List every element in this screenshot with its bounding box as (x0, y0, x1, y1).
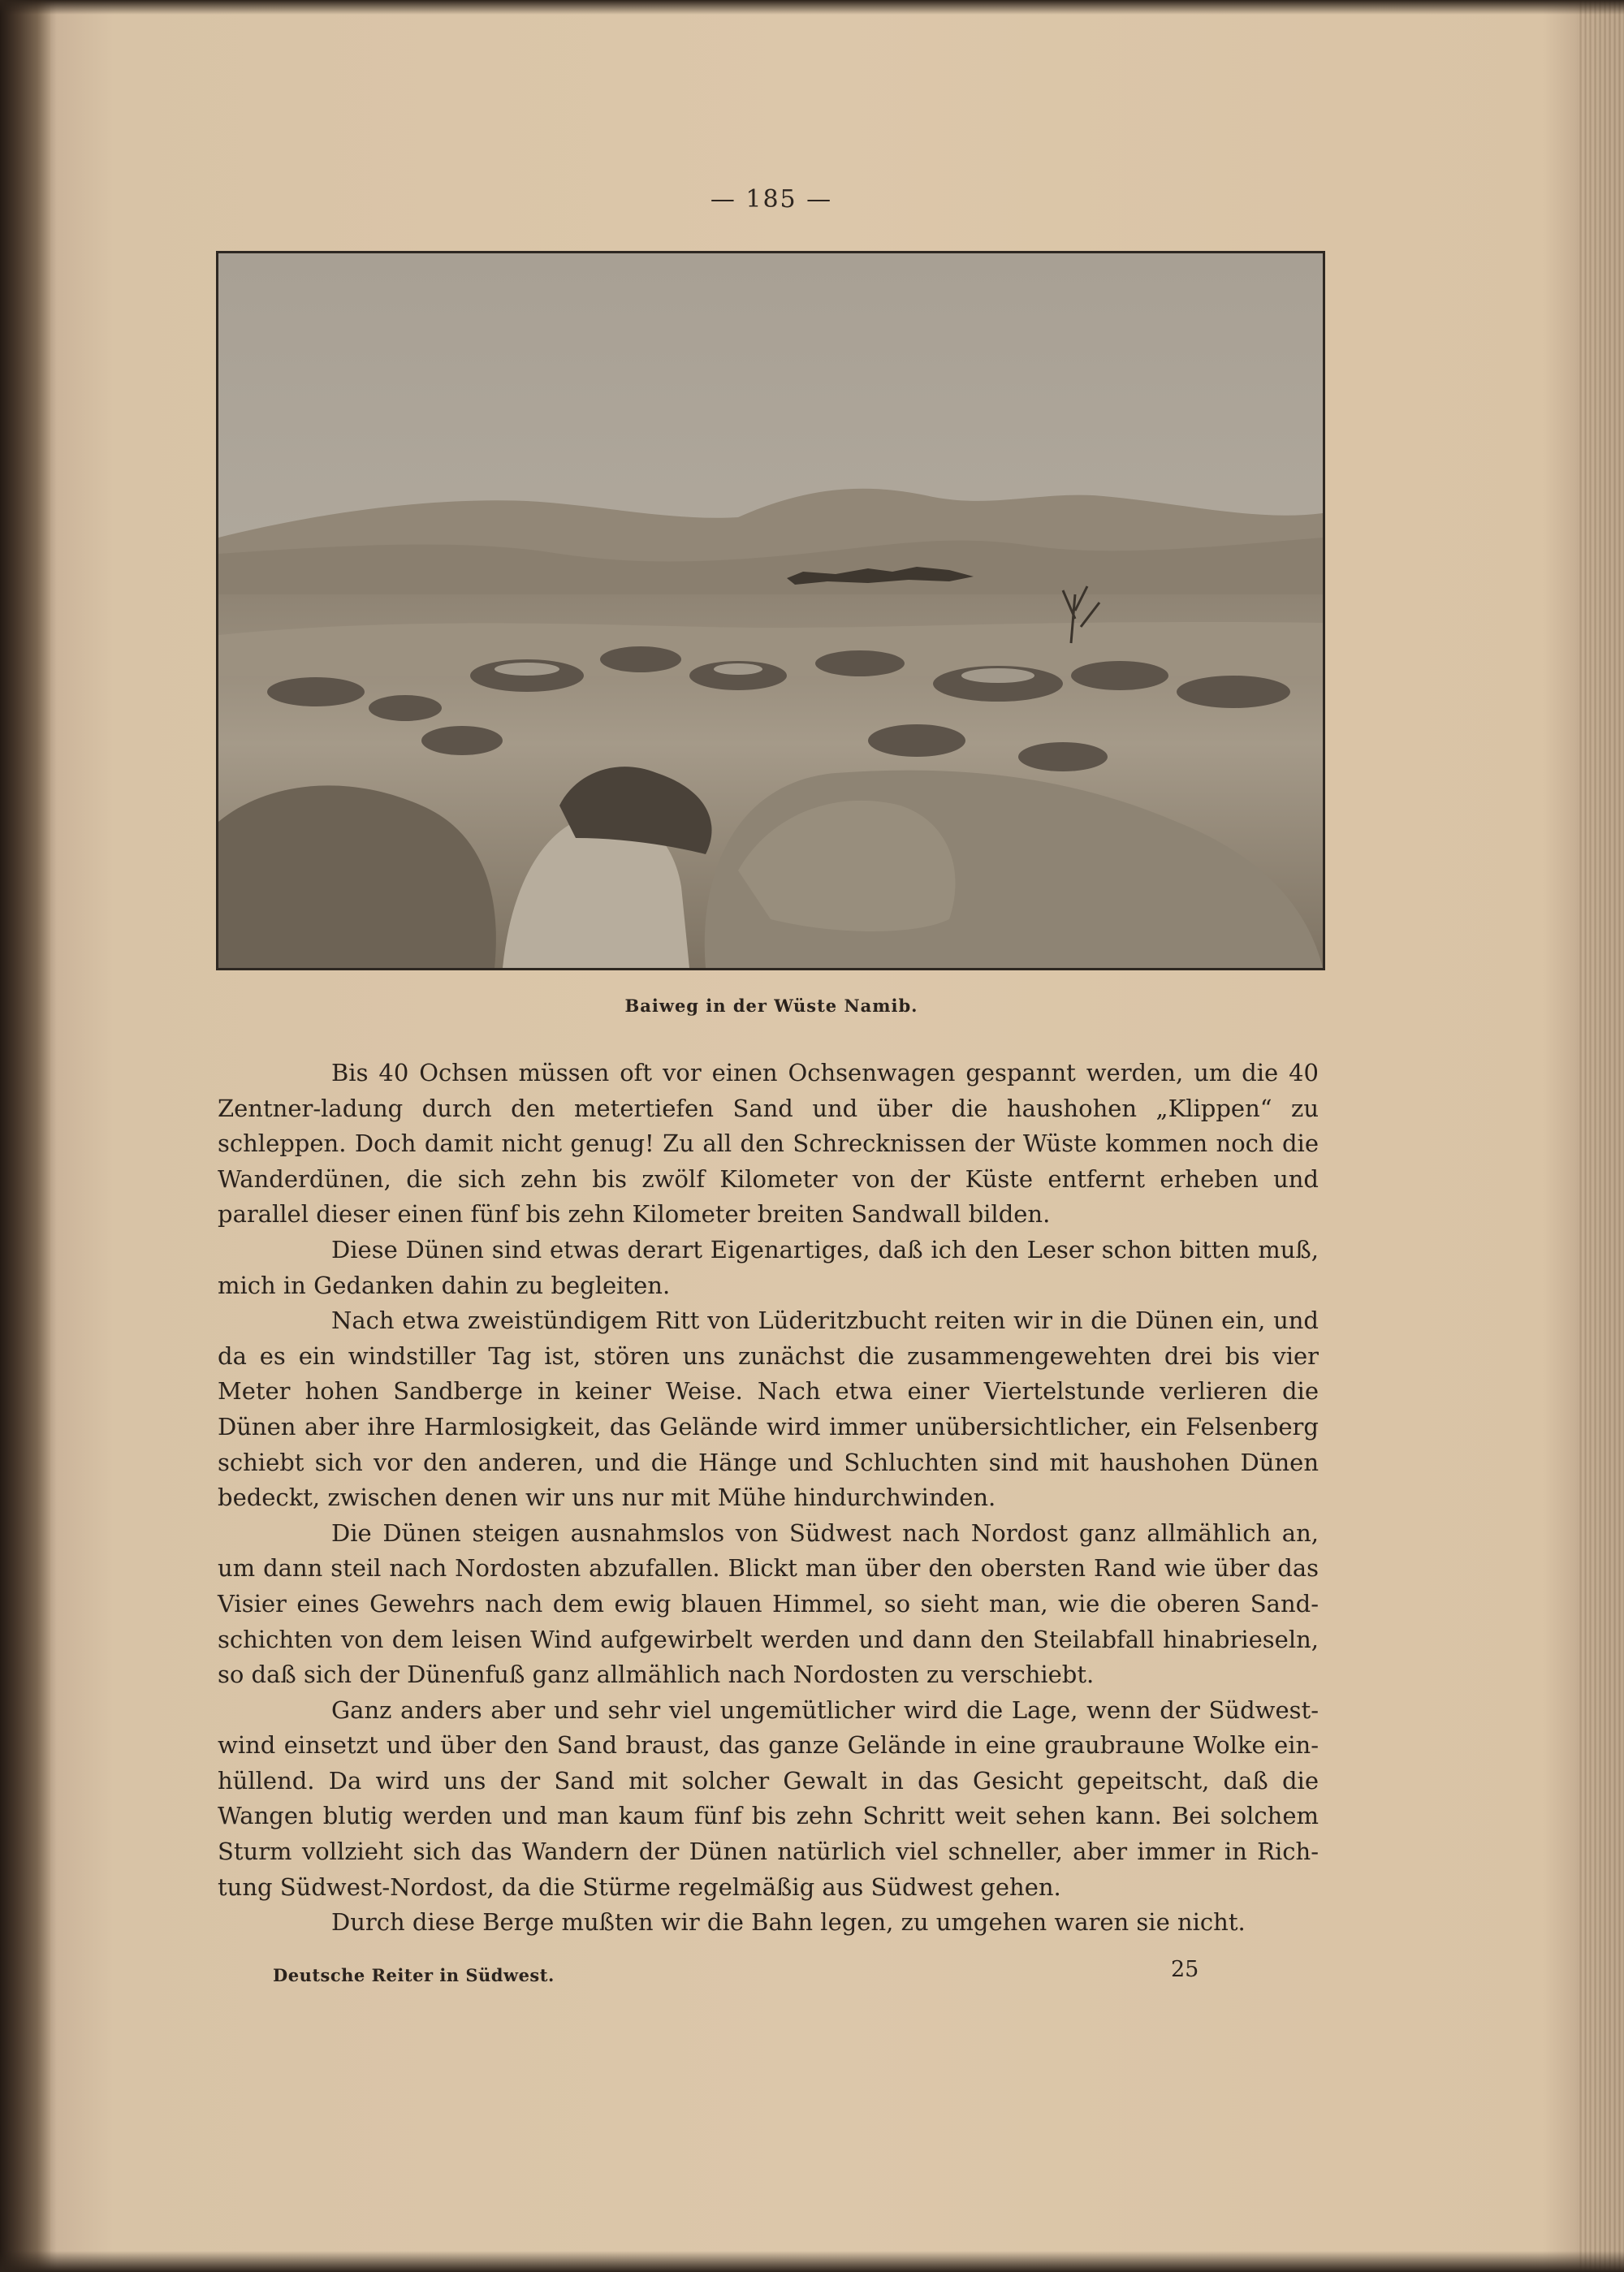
bottom-shadow (0, 2251, 1624, 2272)
photo-desert-landscape (216, 251, 1325, 970)
paragraph-2: Diese Dünen sind etwas derart Eigenartiges, daß ich den Leser schon bitten muß, mich in Gedanken dahin zu begleiten. (218, 1235, 1319, 1299)
body-text (218, 1056, 1319, 1941)
paragraph-3: Nach etwa zweistündigem Ritt von Lüderitzbucht reiten wir in die Dünen ein, und da es ein windstiller Tag ist, stören uns zunächst die zusammengewehten drei bis vier Meter hohen Sandberge in keiner Weise. Nach etwa einer Viertelstunde verlieren die Dünen aber ihre Harmlosigkeit, das Gelände wird immer unübersichtlicher, ein Felsenberg schiebt sich vor den anderen, und die Hänge und Schluchten sind mit haushohen Dünen bedeckt, zwischen denen wir uns nur mit Mühe hindurchwinden. (218, 1307, 1319, 1512)
paragraph-1: Bis 40 Ochsen müssen oft vor einen Ochsenwagen gespannt werden, um die 40 Zentner-ladung durch den metertiefen Sand und über die haushohen „Klippen“ zu schleppen. Doch damit nicht genug! Zu all den Schrecknissen der Wüste kommen noch die Wanderdünen, die sich zehn bis zwölf Kilometer von der Küste entfernt erheben und parallel dieser einen fünf bis zehn Kilometer breiten Sandwall bilden. (218, 1059, 1319, 1229)
desert-photo-image (218, 253, 1323, 968)
footer-book-title: Deutsche Reiter in Südwest. (273, 1965, 555, 1985)
paragraph-5: Ganz anders aber und sehr viel ungemütlicher wird die Lage, wenn der Südwest-wind einsetzt und über den Sand braust, das ganze Gelände in eine graubraune Wolke ein-hüllend. Da wird uns der Sand mit solcher Gewalt in das Gesicht gepeitscht, daß die Wangen blutig werden und man kaum fünf bis zehn Schritt weit sehen kann. Bei solchem Sturm vollzieht sich das Wandern der Dünen natürlich viel schneller, aber immer in Rich-tung Südwest-Nordost, da die Stürme regelmäßig aus Südwest gehen. (218, 1695, 1319, 1901)
paragraph-6: Durch diese Berge mußten wir die Bahn legen, zu umgehen waren sie nicht. (331, 1908, 1246, 1937)
top-shadow (0, 0, 1624, 15)
page-fore-edge (1577, 0, 1624, 2272)
page-number: — 185 — (710, 185, 833, 214)
book-gutter (0, 0, 50, 2272)
photo-caption: Baiweg in der Wüste Namib. (624, 996, 918, 1016)
footer-signature-mark: 25 (1171, 1957, 1199, 1982)
paragraph-4: Die Dünen steigen ausnahmslos von Südwest nach Nordost ganz allmählich an, um dann steil nach Nordosten abzufallen. Blickt man über den obersten Rand wie über das Visier eines Gewehrs nach dem ewig blauen Himmel, so sieht man, wie die oberen Sand-schichten von dem leisen Wind aufgewirbelt werden und dann den Steilabfall hinabrieseln, so daß sich der Dünenfuß ganz allmählich nach Nordosten zu verschiebt. (218, 1518, 1319, 1689)
